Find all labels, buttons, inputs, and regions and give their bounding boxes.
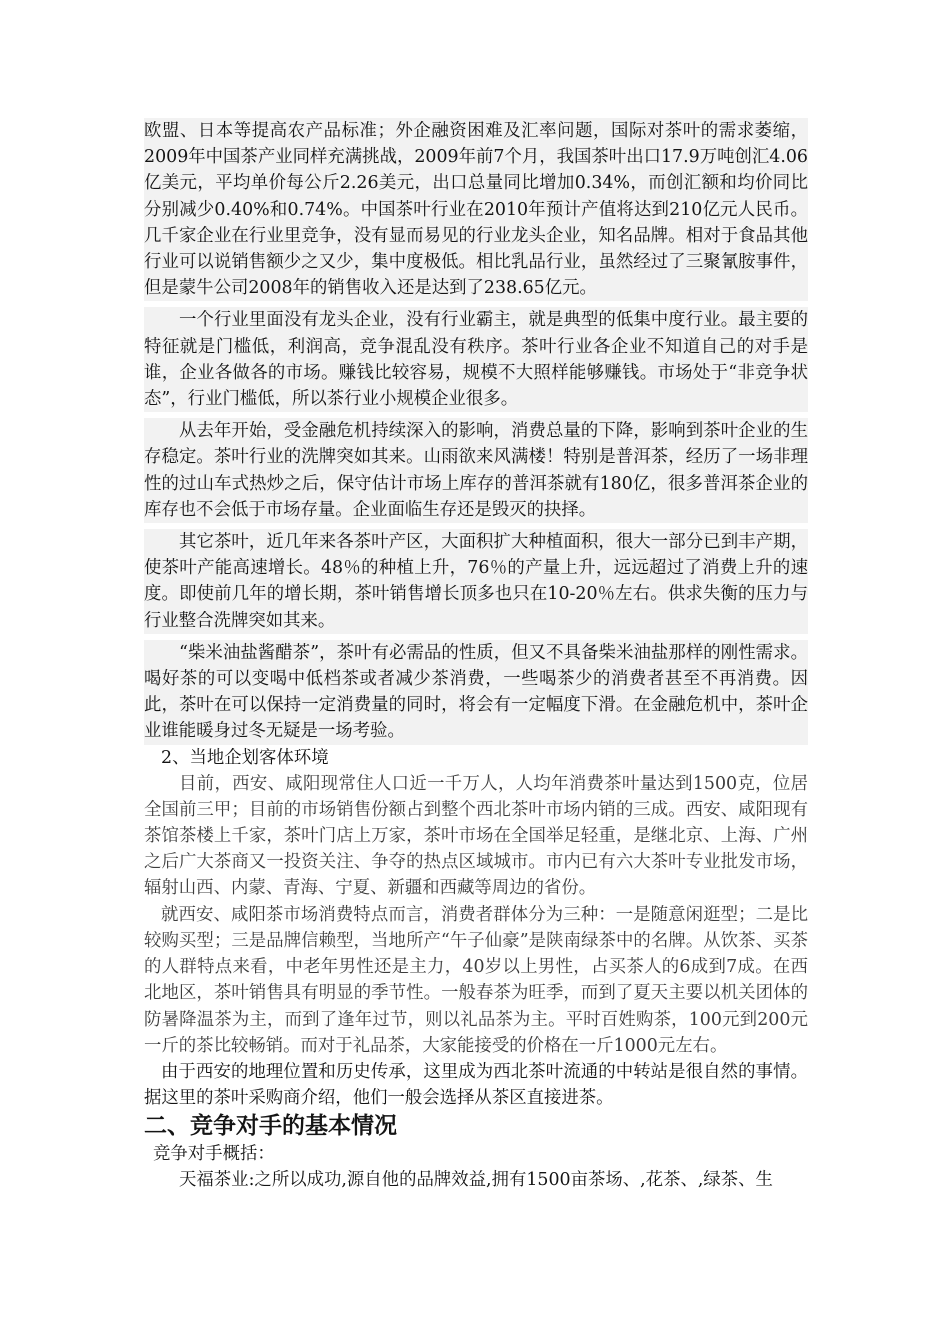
paragraph-financial-crisis: 从去年开始，受金融危机持续深入的影响，消费总量的下降，影响到茶叶企业的生存稳定。茶叶行业的洗牌突如其来。山雨欲来风满楼！特别是普洱茶，经历了一场非理性的过山车式热炒之后，保守估计市场上库存的普洱茶就有180亿，很多普洱茶企业的库存也不会低于市场存量。企业面临生存还是毁灭的抉择。 xyxy=(144,418,808,523)
competitor-overview-label: 竞争对手概括： xyxy=(153,1144,275,1165)
paragraph-low-concentration: 一个行业里面没有龙头企业，没有行业霸主，就是典型的低集中度行业。最主要的特征就是门槛低，利润高，竞争混乱没有秩序。茶叶行业各企业不知道自己的对手是谁，企业各做各的市场。赚钱比较容易，规模不大照样能够赚钱。市场处于“非竞争状态”，行业门槛低，所以茶行业小规模企业很多。 xyxy=(144,307,808,412)
section-heading-competitors: 二、竞争对手的基本情况 xyxy=(144,1113,397,1140)
subheading-local-environment: 2、当地企划客体环境 xyxy=(161,747,329,768)
paragraph-xian-market: 目前，西安、咸阳现常住人口近一千万人，人均年消费茶叶量达到1500克，位居全国前三甲；目前的市场销售份额占到整个西北茶叶市场内销的三成。西安、咸阳现有茶馆茶楼上千家，茶叶门店上万家，茶叶市场在全国举足轻重，是继北京、上海、广州之后广大茶商又一投资关注、争夺的热点区域城市。市内已有六大茶叶专业批发市场，辐射山西、内蒙、青海、宁夏、新疆和西藏等周边的省份。 xyxy=(144,773,808,899)
paragraph-other-teas: 其它茶叶，近几年来各茶叶产区，大面积扩大种植面积，很大一部分已到丰产期，使茶叶产能高速增长。48％的种植上升，76％的产量上升，远远超过了消费上升的速度。即使前几年的增长期，茶叶销售增长顶多也只在10-20％左右。供求失衡的压力与行业整合洗牌突如其来。 xyxy=(144,529,808,634)
document-body xyxy=(144,118,808,1194)
paragraph-tianfu-tea: 天福茶业:之所以成功,源自他的品牌效益,拥有1500亩茶场、,花茶、,绿茶、生 xyxy=(179,1170,773,1191)
paragraph-industry-overview: 欧盟、日本等提高农产品标准；外企融资困难及汇率问题，国际对茶叶的需求萎缩，2009年中国茶产业同样充满挑战，2009年前7个月，我国茶叶出口17.9万吨创汇4.06亿美元，平均单价每公斤2.26美元，出口总量同比增加0.34%，而创汇额和均价同比分别减少0.40%和0.74%。中国茶叶行业在2010年预计产值将达到210亿元人民币。几千家企业在行业里竞争，没有显而易见的行业龙头企业，知名品牌。相对于食品其他行业可以说销售额少之又少，集中度极低。相比乳品行业，虽然经过了三聚氰胺事件，但是蒙牛公司2008年的销售收入还是达到了238.65亿元。 xyxy=(144,118,808,301)
paragraph-daily-necessity: “柴米油盐酱醋茶”，茶叶有必需品的性质，但又不具备柴米油盐那样的刚性需求。喝好茶的可以变喝中低档茶或者减少茶消费，一些喝茶少的消费者甚至不再消费。因此，茶叶在可以保持一定消费量的同时，将会有一定幅度下滑。在金融危机中，茶叶企业谁能暖身过冬无疑是一场考验。 xyxy=(144,640,808,745)
paragraph-geographic-position: 由于西安的地理位置和历史传承，这里成为西北茶叶流通的中转站是很自然的事情。据这里的茶叶采购商介绍，他们一般会选择从茶区直接进茶。 xyxy=(144,1061,808,1109)
paragraph-consumer-types: 就西安、咸阳茶市场消费特点而言，消费者群体分为三种：一是随意闲逛型；二是比较购买型；三是品牌信赖型，当地所产“午子仙豪”是陕南绿茶中的名牌。从饮茶、买茶的人群特点来看，中老年男性还是主力，40岁以上男性，占买茶人的6成到7成。在西北地区，茶叶销售具有明显的季节性。一般春茶为旺季，而到了夏天主要以机关团体的防暑降温茶为主，而到了逢年过节，则以礼品茶为主。平时百姓购茶，100元到200元一斤的茶比较畅销。而对于礼品茶，大家能接受的价格在一斤1000元左右。 xyxy=(144,904,808,1056)
